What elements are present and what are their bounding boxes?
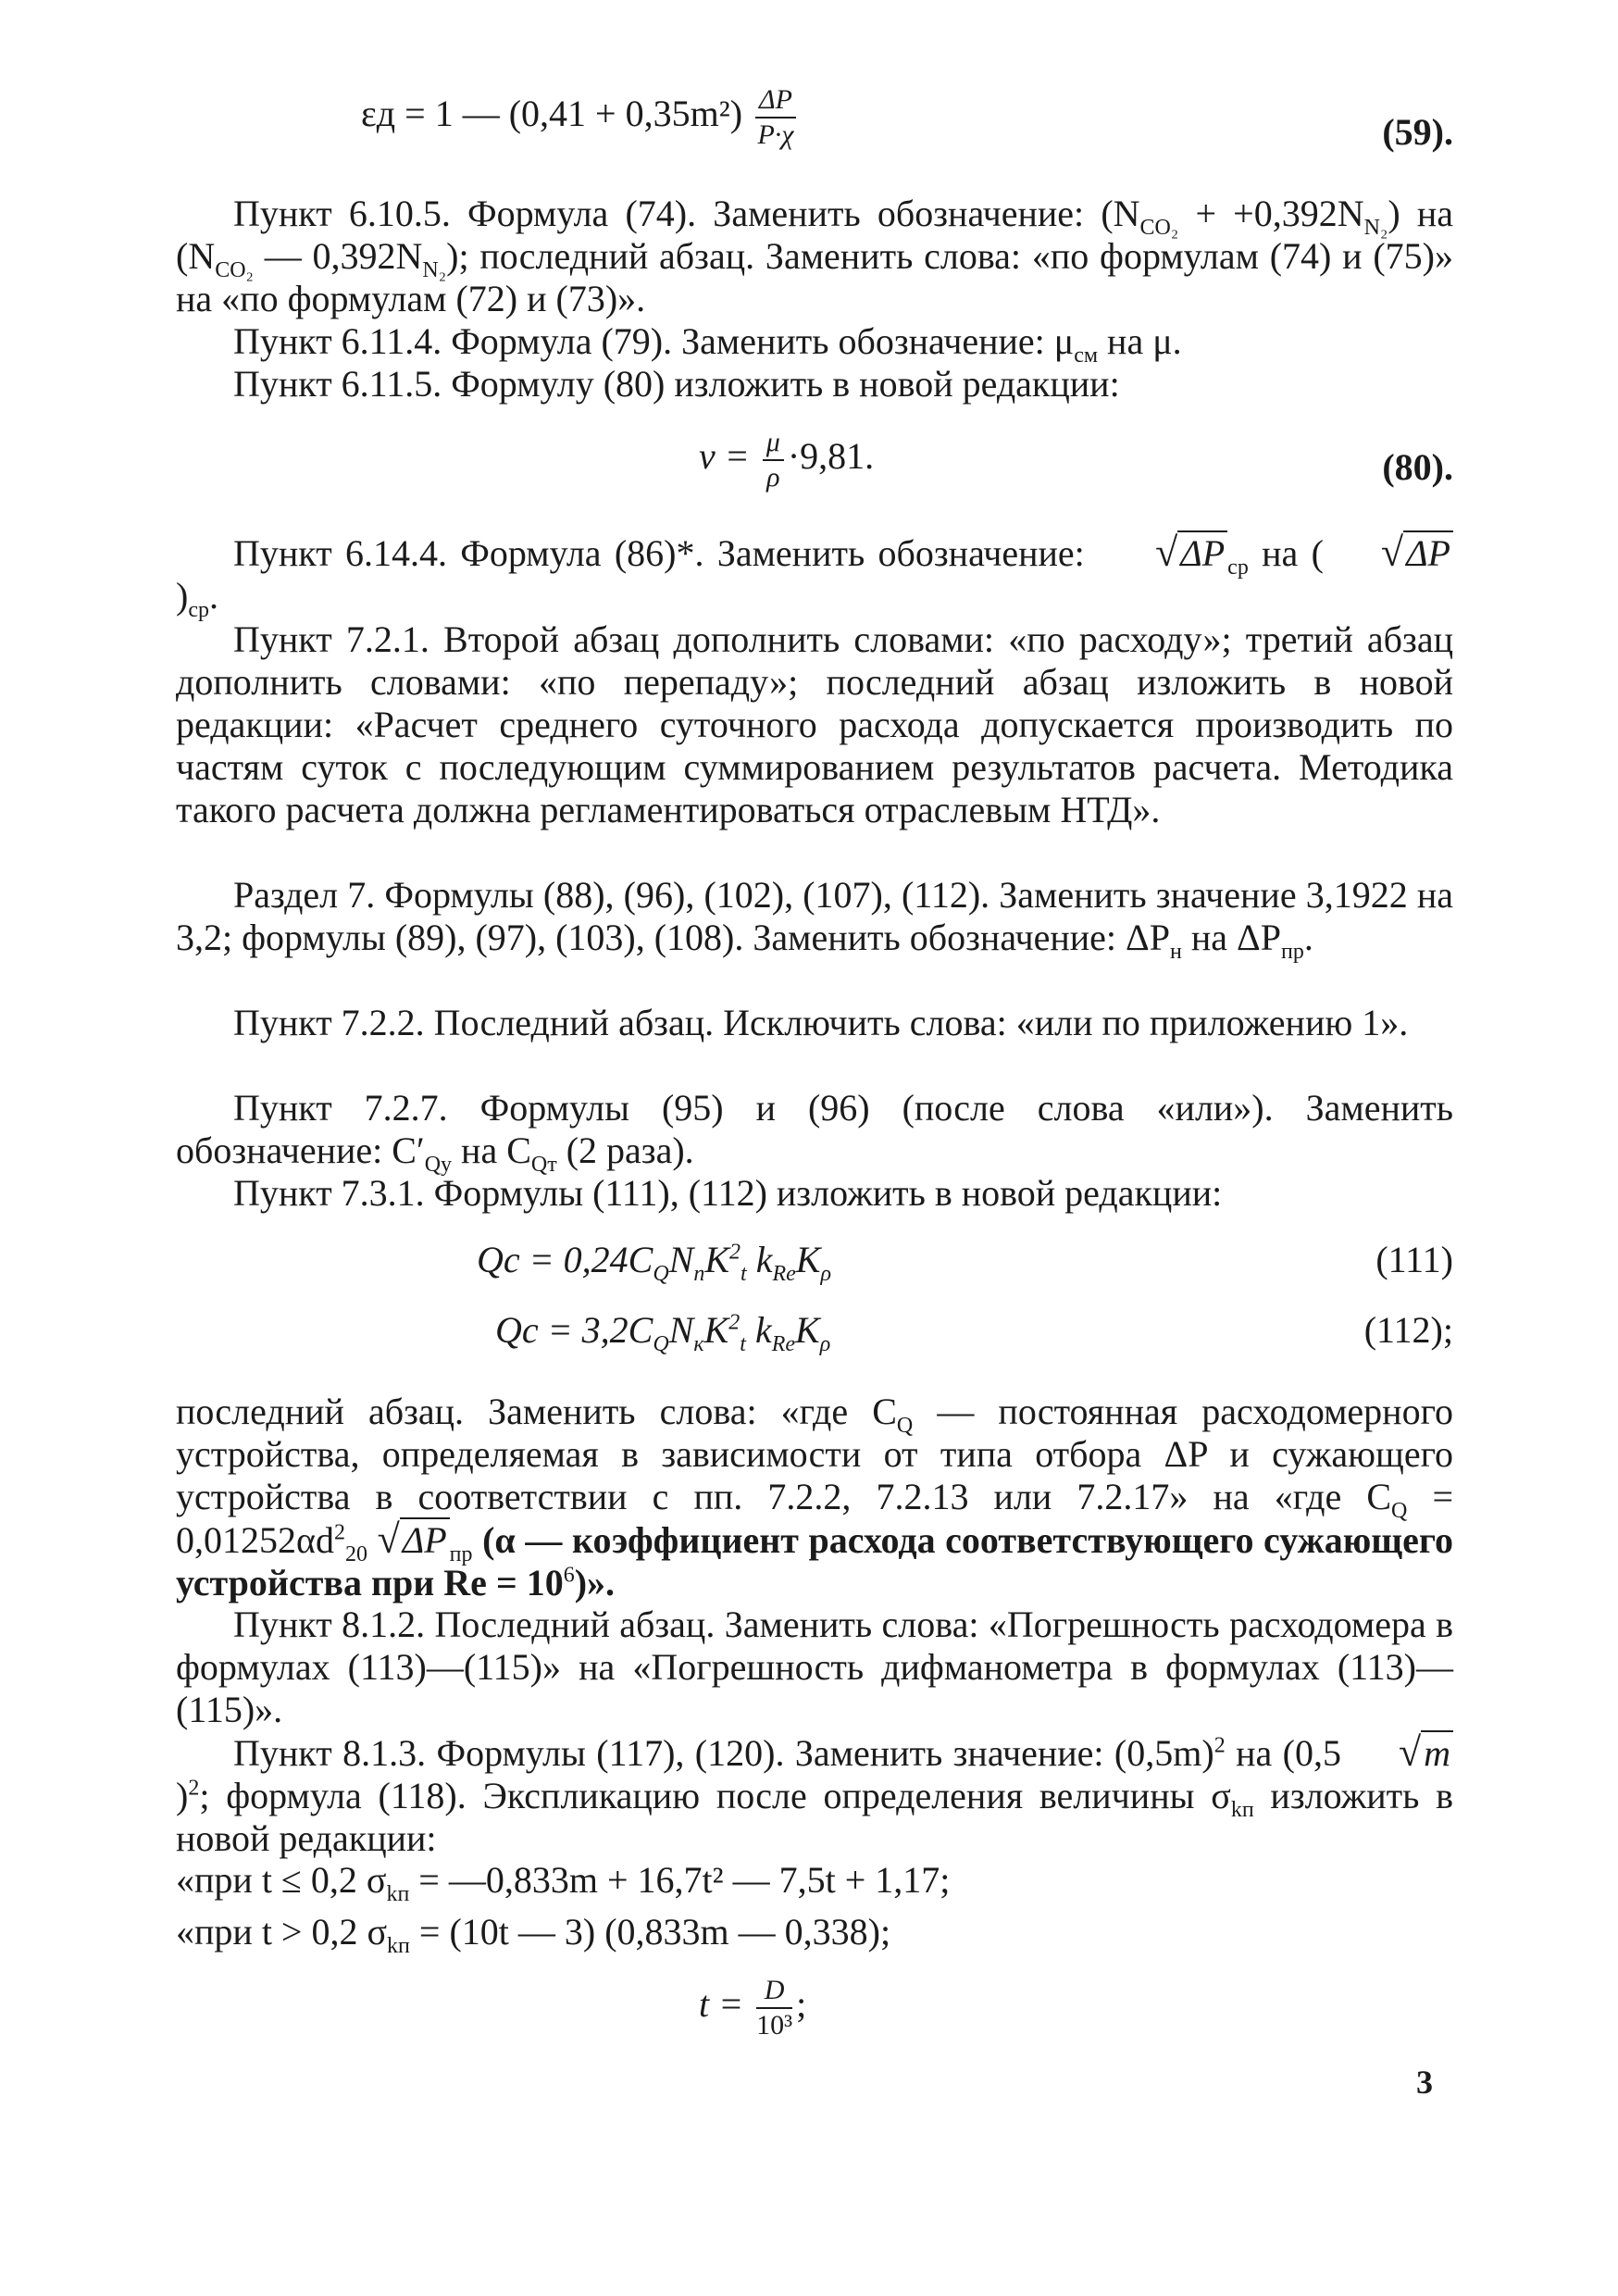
formula-111: Qс = $0,24C_QN_пK^2_t$ $k_{Re}K_\rho$ — [477, 1239, 831, 1286]
formula-59: εд = 1 — (0,41 + 0,35m²) $\frac{\Delta P}{P\cdot\chi}$ — [361, 83, 800, 152]
sqrt-m: √m — [1341, 1731, 1453, 1775]
sqrt-delta-p: √ΔP — [1324, 531, 1453, 575]
page-number: 3 — [1416, 2064, 1433, 2101]
formula-112: Qс = $3,2C_QN_кK^2_t$ $k_{Re}K_\rho$ — [495, 1309, 831, 1356]
sqrt-delta-p-cp: √ΔP $_{ср}$ — [1155, 530, 1249, 580]
formula-111-number: (111) — [1375, 1239, 1453, 1280]
formula-59-fraction: $\frac{\Delta P}{P\cdot\chi}$ — [755, 83, 796, 152]
paragraph-6-11-4: Пункт 6.11.4. Формула (79). Заменить обозначение: $\mu_{см}$ на μ. — [233, 320, 1182, 368]
paragraph-6-10-5: Пункт 6.10.5. Формула (74). Заменить обозначение: $(N_{CO_2} + +0,392N_{N_2})$ на ($N_{CO_2}$ — $0,392N_{N_2}$); последний абзац. Заменить слова: «по формулам (74) и (75)» на «по формулам (72) и (73)». — [176, 193, 1454, 319]
paragraph-7-2-2: Пункт 7.2.2. Последний абзац. Исключить слова: «или по приложению 1». — [233, 1002, 1409, 1043]
explication-line-2: «при t > 0,2 $\sigma_{kп} = (10t$ — 3) (0,833m — 0,338); — [176, 1911, 891, 1958]
formula-t-fraction: $\frac{D}{\text{10³}}$ — [756, 1975, 793, 2040]
paragraph-6-11-5: Пункт 6.11.5. Формулу (80) изложить в новой редакции: — [233, 363, 1120, 405]
paragraph-8-1-3: Пункт 8.1.3. Формулы (117), (120). Заменить значение: $(0,5m)^2$ на (0,5 √m)$^2$; формула (118). Экспликацию после определения величины $\sigma_{kп}$ изложить в новой редакции: — [176, 1729, 1453, 1859]
paragraph-8-1-2: Пункт 8.1.2. Последний абзац. Заменить слова: «Погрешность расходомера в формулах (113)—(115)» на «Погрешность дифманометра в формулах (113)—(115)». — [176, 1603, 1453, 1730]
paragraph-7-2-7: Пункт 7.2.7. Формулы (95) и (96) (после слова «или»). Заменить обозначение: $C'_{Qу}$ на $C_{Qт}$ (2 раза). — [176, 1087, 1453, 1177]
paragraph-7-2-1: Пункт 7.2.1. Второй абзац дополнить словами: «по расходу»; третий абзац дополнить словами: «по перепаду»; последний абзац изложить в новой редакции: «Расчет среднего суточного расхода допускается производить по частям суток с последующим суммированием результатов расчета. Методика такого расчета должна регламентироваться отраслевым НТД». — [176, 618, 1453, 830]
explication-line-1: «при t ≤ 0,2 $\sigma_{kп}$ = —0,833m + 16,7t² — 7,5t + 1,17; — [176, 1859, 951, 1906]
formula-80: ν = $\frac{\mu}{\rho}$ ·9,81. — [699, 427, 875, 493]
sqrt-delta-p-pr: √ΔP $_{пр}$ — [377, 1516, 473, 1566]
paragraph-last-abzac: последний абзац. Заменить слова: «где $C_Q$ — постоянная расходомерного устройства, определяемая в зависимости от типа отбора ΔP и сужающего устройства в соответствии с пп. 7.2.2, 7.2.13 или 7.2.17» на «где $C_Q = 0,01252\alpha d^2_{20}$ √ΔP $_{пр}$ (α — коэффициент расхода соответствующего сужающего устройства при $Re = 10^6$)». — [176, 1391, 1454, 1603]
paragraph-6-14-4: Пункт 6.14.4. Формула (86)*. Заменить обозначение: √ΔP $_{ср}$ на ( $√\Delta P)_{ср}$. — [176, 531, 1453, 618]
formula-80-number: (80). — [1382, 446, 1453, 488]
formula-112-number: (112); — [1363, 1309, 1453, 1351]
formula-59-number: (59). — [1382, 111, 1453, 153]
paragraph-razdel-7: Раздел 7. Формулы (88), (96), (102), (107), (112). Заменить значение 3,1922 на 3,2; формулы (89), (97), (103), (108). Заменить обозначение: $\Delta P_н$ на $\Delta P_{пр}$. — [176, 874, 1453, 964]
formula-80-fraction: $\frac{\mu}{\rho}$ — [763, 426, 784, 494]
paragraph-7-3-1: Пункт 7.3.1. Формулы (111), (112) изложить в новой редакции: — [233, 1172, 1223, 1214]
formula-t: t = $\frac{D}{\text{10³}}$ ; — [699, 1975, 807, 2040]
